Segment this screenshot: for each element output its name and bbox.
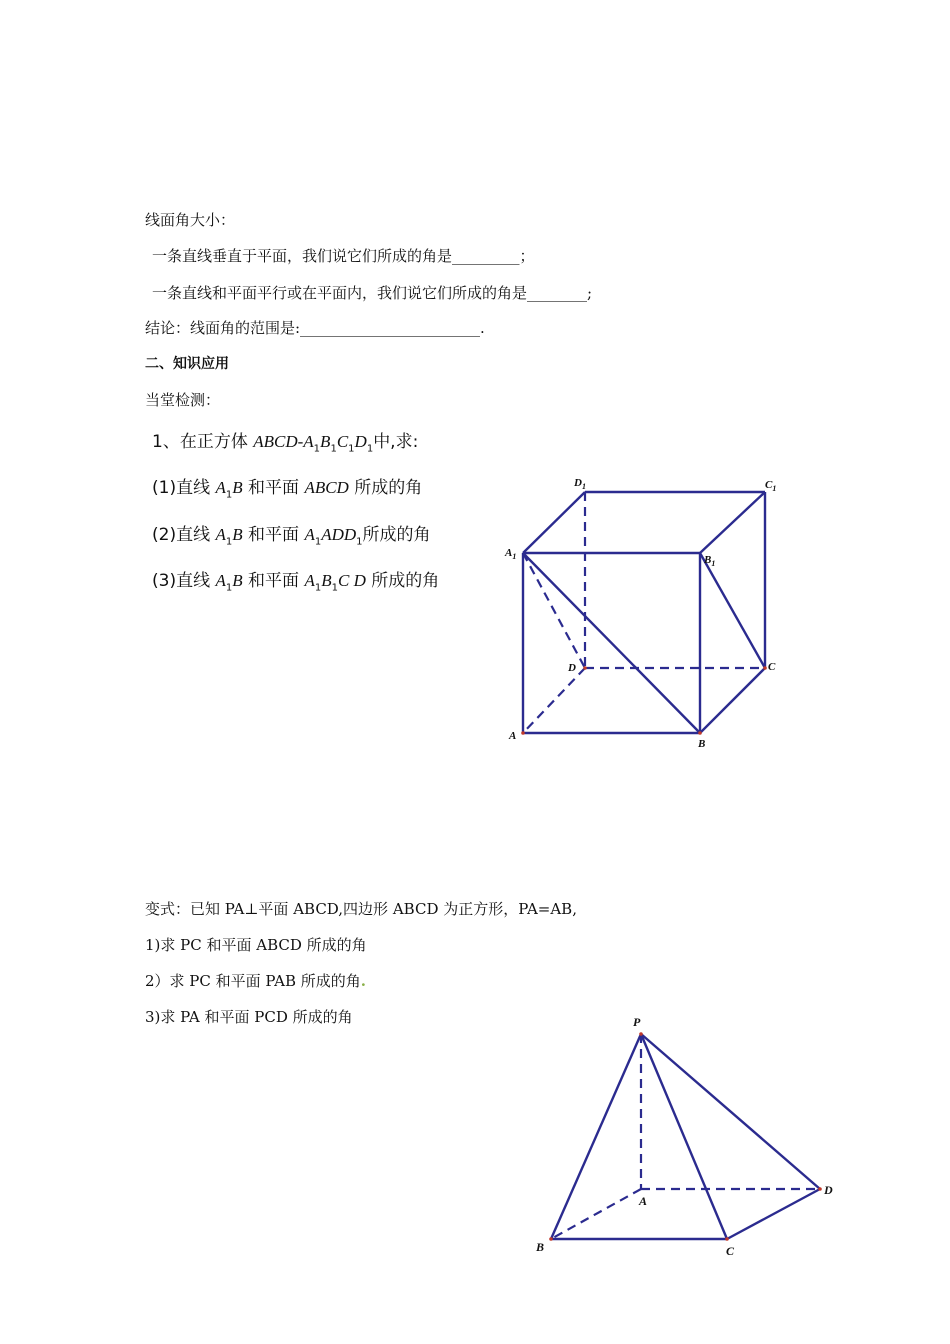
pyramid-figure (525, 1010, 845, 1265)
variant-q3: 3)求 PA 和平面 PCD 所成的角 (145, 1008, 353, 1026)
section-subtitle: 当堂检测： (145, 391, 221, 409)
question-2: (2)直线 $A_1B$ 和平面 $A_1ADD_1$所成的角 (152, 525, 431, 548)
variant-intro: 变式：已知 PA⊥平面 ABCD,四边形 ABCD 为正方形，PA=AB, (145, 900, 577, 918)
label-d: D (568, 662, 576, 674)
question-1: (1)直线 $A_1B$ 和平面 ABCD 所成的角 (152, 478, 423, 501)
label-b: B (698, 738, 706, 750)
label-d: D (824, 1183, 833, 1197)
edge-a1d1 (523, 492, 585, 553)
hidden-edge-da (523, 668, 585, 733)
conclusion-range: 结论：线面角的范围是:________________________. (145, 319, 485, 337)
edge-bc (700, 668, 765, 733)
edge-cd (727, 1189, 820, 1239)
edge-pd (641, 1034, 820, 1189)
statement-perpendicular: 一条直线垂直于平面，我们说它们所成的角是_________； (152, 247, 535, 265)
edge-pc (641, 1034, 727, 1239)
label-c: C (768, 661, 776, 673)
label-p: P (633, 1015, 641, 1029)
hidden-edge-ab (551, 1189, 641, 1239)
label-c1: $C_1$ (765, 479, 777, 493)
label-a: A (639, 1194, 648, 1208)
label-d1: $D_1$ (574, 477, 586, 491)
section-heading: 线面角大小： (145, 211, 236, 229)
diagonal-b1c (700, 553, 765, 668)
label-a: A (509, 730, 517, 742)
hidden-line-a1d (523, 553, 585, 668)
variant-q1: 1)求 PC 和平面 ABCD 所成的角 (145, 936, 367, 954)
label-b: B (536, 1240, 545, 1254)
cube-figure (495, 470, 795, 760)
edge-pb (551, 1034, 641, 1239)
label-c: C (726, 1244, 735, 1258)
variant-q2: 2）求 PC 和平面 PAB 所成的角. (145, 972, 366, 990)
label-b1: $B_1$ (704, 554, 716, 568)
edge-b1c1 (700, 492, 765, 553)
section-title: 二、知识应用 (145, 356, 229, 372)
statement-parallel: 一条直线和平面平行或在平面内，我们说它们所成的角是________; (152, 284, 593, 302)
label-a1: $A_1$ (505, 547, 517, 561)
question-3: (3)直线 $A_1B$ 和平面 $A_1B_1C$ D 所成的角 (152, 571, 440, 594)
problem-stem: 1、在正方体 ABCD-$A_1B_1C_1D_1$中,求: (152, 432, 419, 455)
